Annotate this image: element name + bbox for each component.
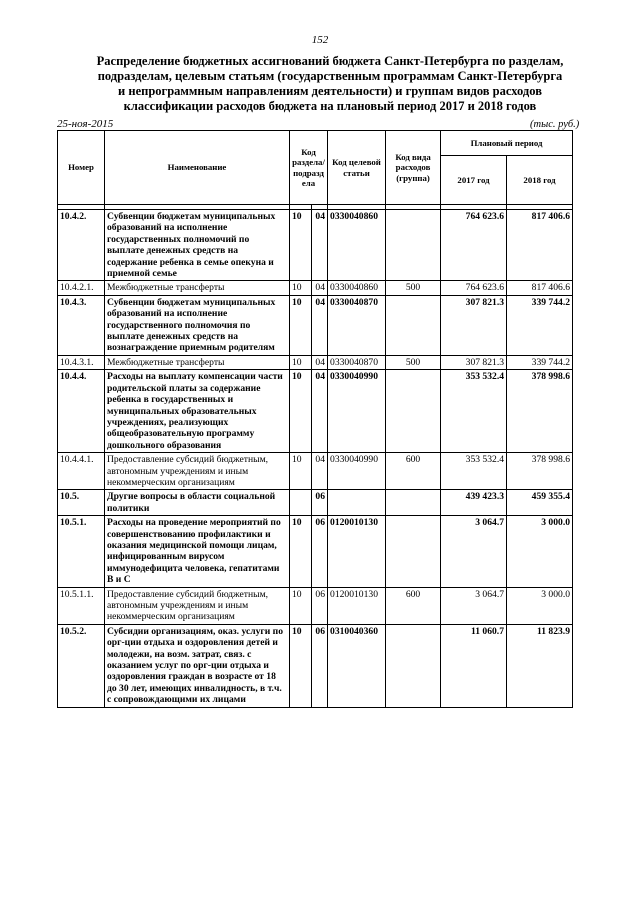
budget-table	[57, 130, 573, 708]
row-subsection-code: 04	[312, 295, 328, 355]
row-expense-type	[386, 490, 441, 516]
title-line: и непрограммным направлениям деятельности) и группам видов расходов	[118, 84, 542, 98]
row-value-2017: 3 064.7	[441, 587, 507, 624]
row-section-code: 10	[290, 295, 312, 355]
row-target-code: 0330040990	[328, 453, 386, 490]
header-number: Номер	[58, 131, 105, 205]
row-value-2017: 353 532.4	[441, 453, 507, 490]
row-number: 10.4.2.1.	[58, 281, 105, 295]
units-label: (тыс. руб.)	[530, 119, 580, 130]
row-value-2018: 339 744.2	[507, 295, 573, 355]
row-name: Субвенции бюджетам муниципальных образований на исполнение государственных полномочий по выплате денежных средств на содержание ребенка в семье опекуна и приемной семье	[105, 210, 290, 281]
row-target-code: 0330040870	[328, 355, 386, 369]
table-row	[58, 210, 573, 281]
row-section-code: 10	[290, 624, 312, 707]
row-name: Другие вопросы в области социальной политики	[105, 490, 290, 516]
row-expense-type	[386, 295, 441, 355]
row-number: 10.5.2.	[58, 624, 105, 707]
row-number: 10.4.2.	[58, 210, 105, 281]
row-expense-type: 600	[386, 587, 441, 624]
row-subsection-code: 06	[312, 490, 328, 516]
row-target-code: 0330040990	[328, 370, 386, 453]
table-row	[58, 453, 573, 490]
row-section-code: 10	[290, 281, 312, 295]
row-section-code	[290, 490, 312, 516]
title-line: подразделам, целевым статьям (государственным программам Санкт-Петербурга	[97, 69, 563, 83]
document-title	[60, 54, 600, 114]
table-row	[58, 370, 573, 453]
row-value-2018: 3 000.0	[507, 587, 573, 624]
row-value-2017: 11 060.7	[441, 624, 507, 707]
row-value-2017: 764 623.6	[441, 281, 507, 295]
row-value-2018: 11 823.9	[507, 624, 573, 707]
row-value-2018: 378 998.6	[507, 453, 573, 490]
row-section-code: 10	[290, 355, 312, 369]
row-name: Предоставление субсидий бюджетным, автономным учреждениям и иным некоммерческим организациям	[105, 453, 290, 490]
row-target-code: 0120010130	[328, 516, 386, 587]
table-row	[58, 355, 573, 369]
table-header	[58, 131, 573, 205]
row-value-2018: 817 406.6	[507, 281, 573, 295]
row-target-code: 0330040860	[328, 281, 386, 295]
header-planning-period: Плановый период	[441, 131, 573, 156]
row-subsection-code: 04	[312, 453, 328, 490]
row-name: Предоставление субсидий бюджетным, автономным учреждениям и иным некоммерческим организациям	[105, 587, 290, 624]
table-row	[58, 516, 573, 587]
table-row	[58, 295, 573, 355]
table-body	[58, 205, 573, 708]
row-subsection-code: 04	[312, 355, 328, 369]
header-name: Наименование	[105, 131, 290, 205]
row-value-2017: 764 623.6	[441, 210, 507, 281]
row-name: Межбюджетные трансферты	[105, 355, 290, 369]
row-number: 10.5.1.	[58, 516, 105, 587]
row-subsection-code: 06	[312, 587, 328, 624]
row-value-2018: 339 744.2	[507, 355, 573, 369]
row-number: 10.5.	[58, 490, 105, 516]
row-subsection-code: 04	[312, 210, 328, 281]
header-section-code: Код раздела/ подразд ела	[290, 131, 328, 205]
row-number: 10.4.3.	[58, 295, 105, 355]
row-expense-type: 600	[386, 453, 441, 490]
table-row	[58, 587, 573, 624]
row-section-code: 10	[290, 516, 312, 587]
row-name: Расходы на проведение мероприятий по совершенствованию профилактики и оказания медицинской помощи лицам, инфицированным вирусом иммунодефицита человека, гепатитами В и С	[105, 516, 290, 587]
row-expense-type	[386, 624, 441, 707]
row-name: Субвенции бюджетам муниципальных образований на исполнение государственного полномочия по выплате денежных средств на вознаграждение приемным родителям	[105, 295, 290, 355]
row-name: Расходы на выплату компенсации части родительской платы за содержание ребенка в государственных и муниципальных образовательных учреждениях, реализующих общеобразовательную программу дошкольного образования	[105, 370, 290, 453]
row-subsection-code: 06	[312, 516, 328, 587]
table-row	[58, 624, 573, 707]
row-value-2018: 459 355.4	[507, 490, 573, 516]
row-name: Субсидии организациям, оказ. услуги по орг-ции отдыха и оздоровления детей и молодежи, на возм. затрат, связ. с оказанием услуг по орг-ции отдыха и оздоровления граждан в возрасте от 18 до 30 лет, имеющих инвалидность, в т.ч. с сопровождающими их лицами	[105, 624, 290, 707]
row-value-2017: 3 064.7	[441, 516, 507, 587]
row-section-code: 10	[290, 370, 312, 453]
row-value-2017: 439 423.3	[441, 490, 507, 516]
row-value-2017: 353 532.4	[441, 370, 507, 453]
row-target-code: 0120010130	[328, 587, 386, 624]
header-target-code: Код целевой статьи	[328, 131, 386, 205]
row-section-code: 10	[290, 453, 312, 490]
header-year-2018: 2018 год	[507, 156, 573, 205]
title-line: Распределение бюджетных ассигнований бюджета Санкт-Петербурга по разделам,	[96, 54, 564, 68]
table-row	[58, 490, 573, 516]
document-date: 25-ноя-2015	[57, 118, 114, 130]
table-row	[58, 281, 573, 295]
row-target-code: 0330040860	[328, 210, 386, 281]
row-target-code: 0310040360	[328, 624, 386, 707]
header-expense-type: Код вида расходов (группа)	[386, 131, 441, 205]
row-expense-type: 500	[386, 281, 441, 295]
row-section-code: 10	[290, 587, 312, 624]
row-subsection-code: 04	[312, 370, 328, 453]
row-value-2018: 378 998.6	[507, 370, 573, 453]
row-subsection-code: 06	[312, 624, 328, 707]
row-value-2017: 307 821.3	[441, 295, 507, 355]
header-year-2017: 2017 год	[441, 156, 507, 205]
row-number: 10.4.3.1.	[58, 355, 105, 369]
row-expense-type	[386, 516, 441, 587]
row-expense-type	[386, 370, 441, 453]
row-expense-type	[386, 210, 441, 281]
row-target-code: 0330040870	[328, 295, 386, 355]
row-expense-type: 500	[386, 355, 441, 369]
row-value-2018: 3 000.0	[507, 516, 573, 587]
page-number: 152	[311, 34, 329, 46]
row-number: 10.4.4.	[58, 370, 105, 453]
row-name: Межбюджетные трансферты	[105, 281, 290, 295]
row-value-2018: 817 406.6	[507, 210, 573, 281]
row-value-2017: 307 821.3	[441, 355, 507, 369]
row-number: 10.5.1.1.	[58, 587, 105, 624]
row-section-code: 10	[290, 210, 312, 281]
row-subsection-code: 04	[312, 281, 328, 295]
row-number: 10.4.4.1.	[58, 453, 105, 490]
row-target-code	[328, 490, 386, 516]
title-line: классификации расходов бюджета на плановый период 2017 и 2018 годов	[123, 99, 537, 113]
